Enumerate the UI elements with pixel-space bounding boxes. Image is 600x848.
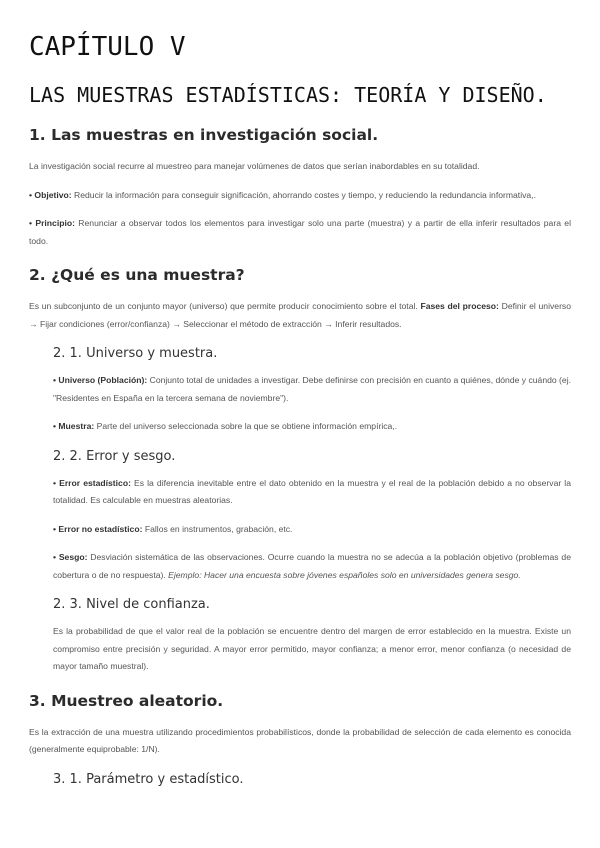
universo-paragraph [53, 372, 571, 407]
section-2-intro [29, 298, 571, 333]
fases-label: Fases del proceso: [420, 301, 499, 311]
error-label: • Error estadístico: [53, 477, 131, 488]
muestra-label: • Muestra: [53, 421, 95, 431]
section-1-heading: 1. Las muestras en investigación social. [29, 126, 379, 144]
section-2-intro-b: Definir el universo → Fijar condiciones (error/confianza) → Seleccionar el método de extracción → Inferir resultados. [29, 301, 572, 329]
error-no-estadistico-paragraph [53, 521, 571, 539]
error-no-estadistico-text: Fallos en instrumentos, grabación, etc. [142, 523, 293, 534]
section-2-heading: 2. ¿Qué es una muestra? [29, 266, 245, 284]
subsection-2-3-heading: 2. 3. Nivel de confianza. [53, 597, 210, 612]
principio-paragraph [29, 215, 571, 250]
sesgo-label: • Sesgo: [53, 552, 88, 562]
muestra-text: Parte del universo seleccionada sobre la que se obtiene información empírica,. [94, 421, 398, 431]
principio-text: Renunciar a observar todos los elementos para investigar solo una parte (muestra) y a partir de ella inferir resultados para el todo. [29, 218, 571, 246]
error-paragraph [53, 475, 571, 510]
sesgo-example: Ejemplo: Hacer una encuesta sobre jóvenes españoles solo en universidades genera sesgo. [168, 569, 521, 580]
section-1-intro: La investigación social recurre al muestreo para manejar volúmenes de datos que serían inabordables en su totalidad. [29, 161, 480, 171]
section-3-intro: Es la extracción de una muestra utilizando procedimientos probabilísticos, donde la probabilidad de selección de cada elemento es conocida (generalmente equiprobable: 1/N). [29, 726, 571, 754]
principio-label: • Principio: [29, 218, 75, 228]
universo-label: • Universo (Población): [53, 375, 148, 385]
subsection-3-1-heading: 3. 1. Parámetro y estadístico. [53, 771, 244, 787]
error-text: Es la diferencia inevitable entre el dato obtenido en la muestra y el real de la población debido a no observar la totalidad. Es calculable en muestras aleatorias. [53, 477, 571, 505]
muestra-paragraph [53, 418, 571, 436]
sesgo-text: Desviación sistemática de las observaciones. Ocurre cuando la muestra no se adecúa a la población objetivo (problemas de cobertura o de no respuesta). [53, 552, 571, 580]
objetivo-paragraph [29, 187, 571, 205]
subsection-2-1-heading: 2. 1. Universo y muestra. [53, 346, 218, 361]
subsection-2-2-heading: 2. 2. Error y sesgo. [53, 448, 176, 464]
chapter-title: LAS MUESTRAS ESTADÍSTICAS: TEORÍA Y DISEÑO. [29, 83, 547, 107]
objetivo-label: • Objetivo: [29, 189, 72, 200]
universo-text: Conjunto total de unidades a investigar. Debe definirse con precisión en cuanto a quiénes, dónde y cuándo (ej. "Residentes en España en la tercera semana de noviembre"). [53, 375, 571, 403]
confianza-paragraph: Es la probabilidad de que el valor real de la población se encuentre dentro del margen de error establecido en la muestra. Existe un compromiso entre precisión y seguridad. A mayor error permitido, mayor confianza; a menor error, menor confianza (o necesidad de mayor tamaño muestral). [53, 626, 571, 671]
section-3-heading: 3. Muestreo aleatorio. [29, 691, 224, 710]
section-2-intro-a: Es un subconjunto de un conjunto mayor (universo) que permite producir conocimiento sobre el total. [29, 301, 421, 311]
error-no-estadistico-label: • Error no estadístico: [53, 523, 143, 534]
objetivo-text: Reducir la información para conseguir significación, ahorrando costes y tiempo, y reduciendo la redundancia informativa,. [71, 189, 536, 200]
chapter-heading: CAPÍTULO V [29, 32, 186, 62]
sesgo-paragraph [53, 549, 571, 584]
